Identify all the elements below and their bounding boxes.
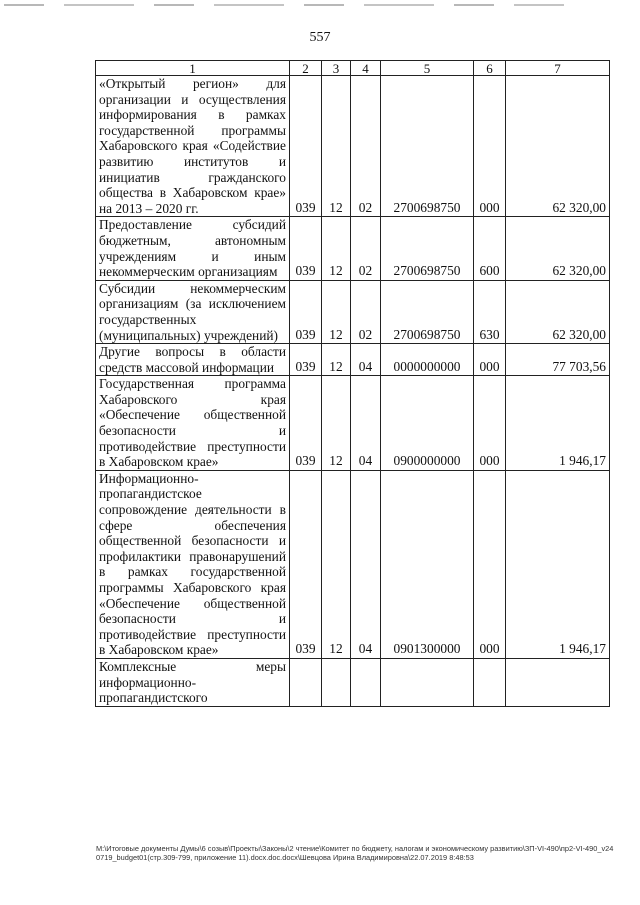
- row-code-expense-type: 000: [474, 376, 506, 471]
- row-amount: [506, 658, 610, 706]
- row-code-section: 12: [322, 217, 351, 280]
- row-code-target: 2700698750: [381, 76, 474, 217]
- row-code-expense-type: 600: [474, 217, 506, 280]
- header-col-3: 3: [322, 61, 351, 76]
- row-code-expense-type: [474, 658, 506, 706]
- row-name: Другие вопросы в области средств массовой информации: [96, 344, 290, 376]
- header-col-2: 2: [290, 61, 322, 76]
- row-name: Субсидии некоммерческим организациям (за исключением государственных (муниципальных) учреждений): [96, 280, 290, 343]
- row-code-ministry: 039: [290, 470, 322, 658]
- header-col-6: 6: [474, 61, 506, 76]
- header-col-1: 1: [96, 61, 290, 76]
- header-col-4: 4: [351, 61, 381, 76]
- row-code-target: 0901300000: [381, 470, 474, 658]
- table-row: [96, 470, 610, 658]
- row-amount: 77 703,56: [506, 344, 610, 376]
- row-code-subsection: 02: [351, 217, 381, 280]
- row-code-subsection: 04: [351, 344, 381, 376]
- header-col-7: 7: [506, 61, 610, 76]
- row-name: Комплексные меры информационно-пропагандистского: [96, 658, 290, 706]
- row-amount: 1 946,17: [506, 376, 610, 471]
- document-path-footer: M:\Итоговые документы Думы\6 созыв\Проекты\Законы\2 чтение\Комитет по бюджету, налогам и экономическому развитию\ЗП-VI-490\пр2-VI-490_v240719_budget01(стр.309-799, приложение 11).docx.doc.docx\Шевцова Ирина Владимировна\22.07.2019 8:48:53: [96, 844, 614, 862]
- row-code-subsection: 02: [351, 76, 381, 217]
- row-code-target: 0000000000: [381, 344, 474, 376]
- row-code-section: [322, 658, 351, 706]
- row-name: «Открытый регион» для организации и осуществления информирования в рамках государственной программы Хабаровского края «Содействие развитию институтов и инициатив гражданского общества в Хабаровском крае» на 2013 – 2020 гг.: [96, 76, 290, 217]
- scan-artifact-line: [4, 4, 564, 6]
- row-name: Предоставление субсидий бюджетным, автономным учреждениям и иным некоммерческим организациям: [96, 217, 290, 280]
- table-row: [96, 76, 610, 217]
- row-code-section: 12: [322, 76, 351, 217]
- row-code-subsection: 02: [351, 280, 381, 343]
- row-code-subsection: 04: [351, 470, 381, 658]
- row-name: Государственная программа Хабаровского края «Обеспечение общественной безопасности и противодействие преступности в Хабаровском крае»: [96, 376, 290, 471]
- row-code-ministry: 039: [290, 280, 322, 343]
- row-code-section: 12: [322, 344, 351, 376]
- table-row: [96, 217, 610, 280]
- budget-table: [95, 60, 610, 707]
- row-code-expense-type: 000: [474, 76, 506, 217]
- row-code-target: 2700698750: [381, 280, 474, 343]
- row-code-target: [381, 658, 474, 706]
- table-row: [96, 344, 610, 376]
- row-code-subsection: 04: [351, 376, 381, 471]
- row-code-target: 2700698750: [381, 217, 474, 280]
- row-name: Информационно-пропагандистское сопровождение деятельности в сфере обеспечения общественной безопасности и профилактики правонарушений в рамках государственной программы Хабаровского края «Обеспечение общественной безопасности и противодействие преступности в Хабаровском крае»: [96, 470, 290, 658]
- row-code-section: 12: [322, 280, 351, 343]
- row-code-ministry: [290, 658, 322, 706]
- row-amount: 62 320,00: [506, 76, 610, 217]
- row-code-ministry: 039: [290, 376, 322, 471]
- row-code-target: 0900000000: [381, 376, 474, 471]
- header-col-5: 5: [381, 61, 474, 76]
- table-row: [96, 376, 610, 471]
- header-row: [96, 61, 610, 76]
- table-row: [96, 658, 610, 706]
- row-code-subsection: [351, 658, 381, 706]
- page-number: 557: [309, 30, 331, 45]
- row-code-expense-type: 000: [474, 470, 506, 658]
- row-code-expense-type: 000: [474, 344, 506, 376]
- row-code-ministry: 039: [290, 344, 322, 376]
- row-code-section: 12: [322, 470, 351, 658]
- row-amount: 62 320,00: [506, 280, 610, 343]
- row-code-ministry: 039: [290, 76, 322, 217]
- row-code-section: 12: [322, 376, 351, 471]
- row-code-ministry: 039: [290, 217, 322, 280]
- row-amount: 1 946,17: [506, 470, 610, 658]
- row-amount: 62 320,00: [506, 217, 610, 280]
- row-code-expense-type: 630: [474, 280, 506, 343]
- table-row: [96, 280, 610, 343]
